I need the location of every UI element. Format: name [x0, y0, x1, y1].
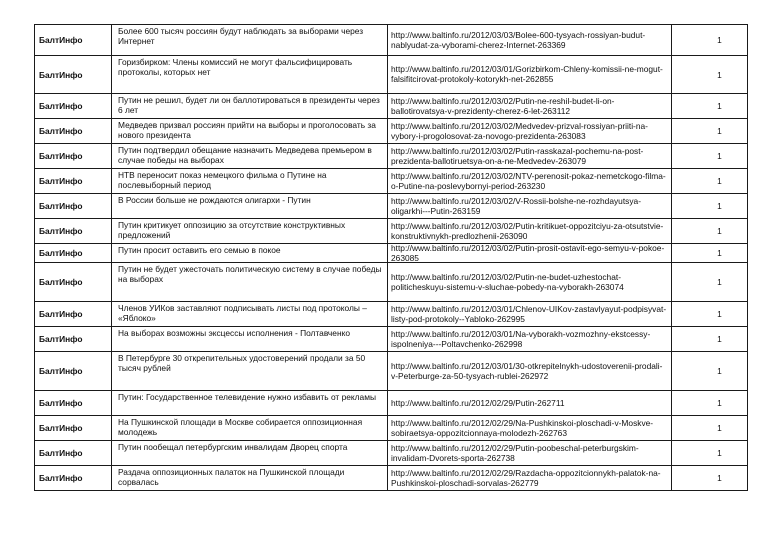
- count-text: 1: [717, 201, 722, 211]
- table-row: [35, 56, 748, 94]
- url-text: http://www.baltinfo.ru/2012/03/01/Chlenov-UIKov-zastavlyayut-podpisyvat-listy-pod-protokoly--Yabloko-262995: [391, 303, 667, 324]
- title-cell: [112, 263, 388, 302]
- source-text: БалтИнфо: [39, 201, 83, 211]
- source-cell: [35, 119, 112, 144]
- source-cell: [35, 391, 112, 416]
- url-cell: [388, 194, 672, 219]
- source-text: БалтИнфо: [39, 423, 83, 433]
- url-cell: [388, 244, 672, 263]
- title-cell: [112, 119, 388, 144]
- count-cell: [672, 56, 748, 94]
- source-cell: [35, 219, 112, 244]
- count-text: 1: [717, 126, 722, 136]
- count-text: 1: [717, 309, 722, 319]
- url-text: http://www.baltinfo.ru/2012/02/29/Razdacha-oppozitcionnykh-palatok-na-Pushkinskoi-ploschadi-sorvalas-262779: [391, 467, 661, 488]
- url-cell: [388, 302, 672, 327]
- count-cell: [672, 194, 748, 219]
- table-row: [35, 219, 748, 244]
- title-cell: [112, 144, 388, 169]
- title-text: Путин: Государственное телевидение нужно избавить от рекламы: [118, 392, 376, 402]
- source-text: БалтИнфо: [39, 277, 83, 287]
- title-cell: [112, 25, 388, 56]
- url-text: http://www.baltinfo.ru/2012/03/01/Na-vyborakh-vozmozhny-ekstcessy-ispolneniya---Poltavchenko-262998: [391, 328, 651, 349]
- table-row: [35, 25, 748, 56]
- title-cell: [112, 416, 388, 441]
- news-table: [34, 24, 748, 491]
- count-text: 1: [717, 176, 722, 186]
- url-cell: [388, 327, 672, 352]
- title-text: Путин пообещал петербургским инвалидам Дворец спорта: [118, 442, 348, 452]
- count-text: 1: [717, 69, 722, 80]
- title-text: На выборах возможны эксцессы исполнения - Полтавченко: [118, 328, 350, 338]
- count-cell: [672, 219, 748, 244]
- source-text: БалтИнфо: [39, 151, 83, 161]
- url-cell: [388, 119, 672, 144]
- source-text: БалтИнфо: [39, 226, 83, 236]
- table-row: [35, 194, 748, 219]
- table-row: [35, 244, 748, 263]
- title-text: НТВ переносит показ немецкого фильма о Путине на послевыборный период: [118, 170, 327, 190]
- source-text: БалтИнфо: [39, 448, 83, 458]
- table-row: [35, 327, 748, 352]
- count-cell: [672, 302, 748, 327]
- count-cell: [672, 416, 748, 441]
- count-text: 1: [717, 35, 722, 45]
- source-text: БалтИнфо: [39, 35, 83, 45]
- count-cell: [672, 391, 748, 416]
- url-cell: [388, 441, 672, 466]
- count-cell: [672, 352, 748, 391]
- count-text: 1: [717, 334, 722, 344]
- url-text: http://www.baltinfo.ru/2012/03/02/Putin-rasskazal-pochemu-na-post-prezidenta-ballotiruetsya-on-a-ne-Medvedev-263079: [391, 145, 644, 166]
- table-row: [35, 441, 748, 466]
- source-cell: [35, 194, 112, 219]
- source-text: БалтИнфо: [39, 69, 83, 80]
- source-cell: [35, 144, 112, 169]
- url-cell: [388, 25, 672, 56]
- url-text: http://www.baltinfo.ru/2012/03/02/V-Rossii-bolshe-ne-rozhdayutsya-oligarkhi---Putin-263159: [391, 195, 641, 216]
- source-cell: [35, 302, 112, 327]
- title-cell: [112, 194, 388, 219]
- title-cell: [112, 441, 388, 466]
- url-cell: [388, 416, 672, 441]
- url-cell: [388, 144, 672, 169]
- source-text: БалтИнфо: [39, 176, 83, 186]
- url-cell: [388, 466, 672, 491]
- url-text: http://www.baltinfo.ru/2012/03/02/Putin-ne-budet-uzhestochat-politicheskuyu-sistemu-v-sluchae-pobedy-na-vyborakh-263074: [391, 271, 624, 292]
- count-cell: [672, 327, 748, 352]
- source-cell: [35, 56, 112, 94]
- source-text: БалтИнфо: [39, 473, 83, 483]
- count-cell: [672, 119, 748, 144]
- url-text: http://www.baltinfo.ru/2012/03/01/Gorizbirkom-Chleny-komissii-ne-mogut-falsifitcirovat-protokoly-kotorykh-net-262855: [391, 64, 663, 84]
- count-text: 1: [717, 366, 722, 376]
- source-text: БалтИнфо: [39, 101, 83, 111]
- title-text: Путин не будет ужесточать политическую систему в случае победы на выборах: [118, 264, 382, 284]
- title-text: Раздача оппозиционных палаток на Пушкинской площади сорвалась: [118, 467, 345, 487]
- count-text: 1: [717, 398, 722, 408]
- table-row: [35, 391, 748, 416]
- title-cell: [112, 169, 388, 194]
- count-cell: [672, 441, 748, 466]
- count-cell: [672, 169, 748, 194]
- url-text: http://www.baltinfo.ru/2012/03/02/Putin-kritikuet-oppozitciyu-za-otsutstvie-konstruktivnykh-predlozhenii-263090: [391, 220, 664, 241]
- count-text: 1: [717, 448, 722, 458]
- source-cell: [35, 169, 112, 194]
- source-text: БалтИнфо: [39, 334, 83, 344]
- url-text: http://www.baltinfo.ru/2012/02/29/Putin-poobeschal-peterburgskim-invalidam-Dvorets-sporta-262738: [391, 442, 639, 463]
- url-text: http://www.baltinfo.ru/2012/03/02/NTV-perenosit-pokaz-nemetckogo-filma-o-Putine-na-poslevybornyi-period-263230: [391, 170, 666, 191]
- title-cell: [112, 466, 388, 491]
- source-cell: [35, 416, 112, 441]
- title-text: Более 600 тысяч россиян будут наблюдать за выборами через Интернет: [118, 26, 364, 46]
- title-cell: [112, 94, 388, 119]
- count-cell: [672, 466, 748, 491]
- count-cell: [672, 263, 748, 302]
- title-text: Путин просит оставить его семью в покое: [118, 245, 281, 255]
- title-text: В Петербурге 30 открепительных удостоверений продали за 50 тысяч рублей: [118, 353, 366, 373]
- source-text: БалтИнфо: [39, 248, 83, 258]
- url-text: http://www.baltinfo.ru/2012/03/01/30-otkrepitelnykh-udostoverenii-prodali-v-Peterburge-za-50-tysyach-rublei-262972: [391, 360, 663, 381]
- source-text: БалтИнфо: [39, 398, 83, 408]
- url-text: http://www.baltinfo.ru/2012/03/03/Bolee-600-tysyach-rossiyan-budut-nablyudat-za-vyborami-cherez-Internet-263369: [391, 29, 646, 50]
- title-cell: [112, 352, 388, 391]
- source-text: БалтИнфо: [39, 366, 83, 376]
- count-text: 1: [717, 226, 722, 236]
- source-text: БалтИнфо: [39, 309, 83, 319]
- title-cell: [112, 219, 388, 244]
- table-row: [35, 352, 748, 391]
- title-text: Медведев призвал россиян прийти на выборы и проголосовать за нового президента: [118, 120, 376, 140]
- url-cell: [388, 263, 672, 302]
- source-cell: [35, 25, 112, 56]
- source-cell: [35, 466, 112, 491]
- title-text: На Пушкинской площади в Москве собирается оппозиционная молодежь: [118, 417, 363, 437]
- title-text: В России больше не рождаются олигархи - Путин: [118, 195, 311, 205]
- title-text: Путин критикует оппозицию за отсутствие конструктивных предложений: [118, 220, 346, 240]
- count-cell: [672, 244, 748, 263]
- source-cell: [35, 441, 112, 466]
- table-row: [35, 466, 748, 491]
- table-row: [35, 169, 748, 194]
- url-cell: [388, 56, 672, 94]
- count-text: 1: [717, 248, 722, 258]
- count-text: 1: [717, 473, 722, 483]
- count-text: 1: [717, 277, 722, 287]
- count-text: 1: [717, 101, 722, 111]
- table-row: [35, 94, 748, 119]
- url-cell: [388, 352, 672, 391]
- title-text: Путин не решил, будет ли он баллотироваться в президенты через 6 лет: [118, 95, 380, 115]
- table-row: [35, 263, 748, 302]
- title-cell: [112, 302, 388, 327]
- url-text: http://www.baltinfo.ru/2012/03/02/Putin-ne-reshil-budet-li-on-ballotirovatsya-v-prezidenty-cherez-6-let-263112: [391, 95, 615, 116]
- count-cell: [672, 94, 748, 119]
- source-cell: [35, 244, 112, 263]
- title-cell: [112, 391, 388, 416]
- count-cell: [672, 25, 748, 56]
- source-cell: [35, 352, 112, 391]
- count-text: 1: [717, 423, 722, 433]
- count-cell: [672, 144, 748, 169]
- source-cell: [35, 263, 112, 302]
- url-text: http://www.baltinfo.ru/2012/03/02/Medvedev-prizval-rossiyan-priiti-na-vybory-i-progolosovat-za-novogo-prezidenta-263083: [391, 120, 648, 141]
- table-row: [35, 144, 748, 169]
- url-text: http://www.baltinfo.ru/2012/02/29/Na-Pushkinskoi-ploschadi-v-Moskve-sobiraetsya-oppozitcionnaya-molodezh-262763: [391, 417, 654, 438]
- source-cell: [35, 94, 112, 119]
- source-cell: [35, 327, 112, 352]
- url-text: http://www.baltinfo.ru/2012/03/02/Putin-prosit-ostavit-ego-semyu-v-pokoe-263085: [391, 244, 665, 263]
- url-text: http://www.baltinfo.ru/2012/02/29/Putin-262711: [391, 397, 565, 408]
- title-text: Членов УИКов заставляют подписывать листы под протоколы – «Яблоко»: [118, 303, 367, 323]
- title-cell: [112, 56, 388, 94]
- table-row: [35, 302, 748, 327]
- url-cell: [388, 391, 672, 416]
- title-text: Путин подтвердил обещание назначить Медведева премьером в случае победы на выборах: [118, 145, 372, 165]
- table-row: [35, 119, 748, 144]
- url-cell: [388, 169, 672, 194]
- count-text: 1: [717, 151, 722, 161]
- table-row: [35, 416, 748, 441]
- url-cell: [388, 94, 672, 119]
- title-cell: [112, 244, 388, 263]
- source-text: БалтИнфо: [39, 126, 83, 136]
- title-cell: [112, 327, 388, 352]
- title-text: Горизбирком: Члены комиссий не могут фальсифицировать протоколы, которых нет: [118, 57, 353, 77]
- url-cell: [388, 219, 672, 244]
